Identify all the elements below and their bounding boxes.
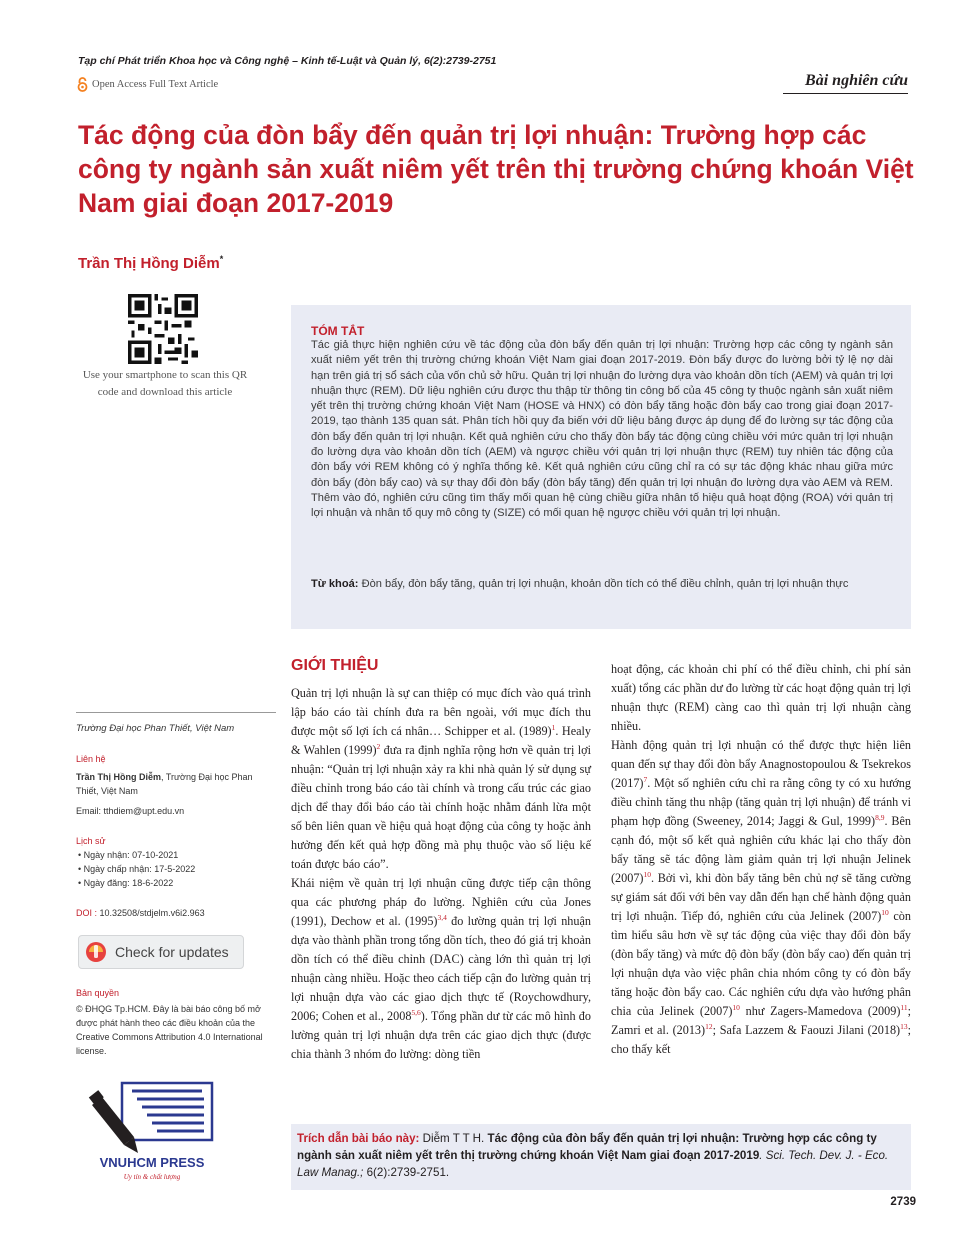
intro-paragraph-3: hoạt động, các khoản chi phí có thể điều chỉnh, chi phí sản xuất) tổng các phần dư đo lường từ các hoạt động quản trị lợi nhuận thực (REM) càng cao thì quản trị lợi nhuận càng nhiều. — [611, 662, 911, 733]
ref-2[interactable]: 2 — [376, 741, 381, 751]
sidebar-top-rule — [76, 712, 276, 713]
check-updates-icon — [85, 941, 107, 963]
author-mark: * — [219, 254, 224, 264]
qr-caption: Use your smartphone to scan this QR code and download this article — [82, 369, 248, 398]
citation-text — [297, 1130, 905, 1181]
contact-label: Liên hệ — [76, 754, 106, 764]
contact-section — [76, 752, 276, 818]
ref-10[interactable]: 10 — [732, 1002, 740, 1012]
author-name: Trần Thị Hồng Diễm — [78, 255, 220, 272]
open-access-label — [76, 77, 218, 92]
abstract-heading: TÓM TẮT — [311, 324, 365, 338]
ref-3-4[interactable]: 3,4 — [437, 912, 447, 922]
keywords-label: Từ khoá: — [311, 578, 359, 590]
page-number: 2739 — [890, 1196, 916, 1208]
doi-link[interactable]: 10.32508/stdjelm.v6i2.963 — [99, 908, 205, 918]
logo-tagline: Uy tín & chất lượng — [123, 1173, 181, 1181]
published-date: • Ngày đăng: 18-6-2022 — [78, 878, 174, 888]
ref-12[interactable]: 12 — [705, 1021, 713, 1031]
author-line — [78, 254, 223, 272]
check-for-updates-button[interactable] — [78, 935, 244, 969]
ref-13[interactable]: 13 — [900, 1021, 908, 1031]
received-date: • Ngày nhận: 07-10-2021 — [78, 850, 179, 860]
citation-volume: 6(2):2739-2751. — [363, 1166, 450, 1179]
article-type-rule — [783, 93, 908, 94]
open-access-icon — [76, 77, 89, 92]
ref-8-9[interactable]: 8,9 — [875, 812, 885, 822]
citation-title: Tác động của đòn bẩy đến quản trị lợi nhuận: Trường hợp các công ty ngành sản xuất niêm yết trên thị trường chứng khoán Việt Nam giai đoạn 2017-2019 — [297, 1132, 877, 1162]
section-heading: GIỚI THIỆU — [291, 657, 379, 674]
citation-label: Trích dẫn bài báo này: — [297, 1132, 420, 1145]
journal-header: Tạp chí Phát triển Khoa học và Công nghệ – Kinh tế-Luật và Quản lý, 6(2):2739-2751 — [78, 55, 497, 67]
abstract-text: Tác giả thực hiện nghiên cứu về tác động của đòn bẩy đến quản trị lợi nhuận: Trường hợp các công ty ngành sản xuất niêm yết trên thị trường chứng khoán Việt Nam giai đoạn 2017-2019. Đòn bẩy được đo lường bởi tỷ lệ nợ dài hạn trên giá trị sổ sách của vốn chủ sở hữu. Quản trị lợi nhuận đo lường dựa vào khoản dồn tích (AEM) và quản trị lợi nhuận thực (REM). Dữ liệu nghiên cứu được thu thập từ thông tin công bố của 45 công ty thuộc ngành sản xuất niêm yết trên thị trường chứng khoán Việt Nam (HOSE và HNX) có đòn bẩy tăng hoặc đòn bẩy cao trong giai đoạn 2017-2019, tạo thành 135 quan sát. Phân tích hồi quy đa biến với dữ liệu bảng được áp dụng để đo lường sự tác động của đòn bẩy đến quản trị lợi nhuận. Kết quả nghiên cứu cho thấy đòn bẩy tác động cùng chiều với mức quản trị lợi nhuận đo lường dựa vào khoản dồn tích (AEM) và ngược chiều với quản trị lợi nhuận thực (REM) tuy nhiên tác động của đòn bẩy với REM không có ý nghĩa thống kê. Kết quả nghiên cứu cũng chỉ ra có sự tác động khác nhau giữa mức đòn bẩy (đòn bẩy cao) và sự thay đổi đòn bẩy (đòn bẩy tăng) đến quản trị lợi nhuận đo lường dựa vào AEM và REM. Thêm vào đó, nghiên cứu cũng tìm thấy mối quan hệ cùng chiều giữa nhân tố hiệu quả hoạt động (ROA) với quản trị lợi nhuận và nhân tố quy mô công ty (SIZE) có mối quan hệ ngược chiều với quản trị lợi nhuận. — [311, 339, 893, 520]
intro-paragraph-1: Quản trị lợi nhuận là sự can thiệp có mục đích vào quá trình lập báo cáo tài chính đưa ra bên ngoài, với mục đích thu được một số lợi ích cá nhân… Schipper et al. $(1989)^1$. Healy & Wahlen $(1999)^2$ đưa ra định nghĩa rộng hơn về quản trị lợi nhuận: “Quản trị lợi nhuận xảy ra khi nhà quản lý sử dụng sự điều chỉnh trong báo cáo tài chính và trong cấu trúc các giao dịch để thay đổi báo cáo tài chính hoặc nhằm đánh lừa một số bên liên quan về hiệu quả hoạt động của công ty hoặc ảnh hưởng đến kết quả hợp đồng mà phụ thuộc vào số liệu kế toán được báo cáo”. — [291, 686, 591, 871]
copyright-section — [76, 986, 276, 1058]
ref-10[interactable]: 10 — [643, 869, 651, 879]
body-column-2 — [611, 660, 911, 1059]
logo-name: VNUHCM PRESS — [99, 1155, 205, 1170]
affiliation: Trường Đại học Phan Thiết, Việt Nam — [76, 723, 235, 734]
qr-code-icon[interactable] — [128, 294, 198, 364]
check-updates-label: Check for updates — [115, 944, 229, 960]
history-section — [76, 834, 276, 890]
contact-affiliation: , Trường Đại học Phan Thiết, Việt Nam — [76, 772, 253, 796]
doi-label: DOI : — [76, 908, 98, 918]
ref-1[interactable]: 1 — [551, 722, 556, 732]
intro-paragraph-2: Khái niệm về quản trị lợi nhuận cũng được tiếp cận thông qua các phương pháp đo lường. Nghiên cứu của Jones (1991), Dechow et al. $(1995)^{3,4}$ đo lường quản trị lợi nhuận dựa vào thành phần trong tổng dồn tích, theo đó giá trị khoản dồn tích có thể điều chỉnh (DAC) càng lớn thì quản trị lợi nhuận càng nhiều. Hoặc theo cách tiếp cận đo lường quản trị lợi nhuận dựa vào các giao dịch thực tế (Roychowdhury, 2006; Cohen et al., 2008$^{5,6}$). Tổng phần dư từ các mô hình đo lường quản trị lợi nhuận dựa trên các giao dịch thực (được chia thành 3 nhóm đo lường: dòng tiền — [291, 876, 591, 1061]
accepted-date: • Ngày chấp nhận: 17-5-2022 — [78, 864, 196, 874]
contact-name: Trần Thị Hồng Diễm — [76, 772, 162, 782]
ref-11[interactable]: 11 — [900, 1002, 908, 1012]
keywords — [311, 577, 893, 592]
contact-email[interactable]: Email: tthdiem@upt.edu.vn — [76, 806, 185, 816]
copyright-label: Bản quyền — [76, 988, 120, 998]
vnuhcm-press-logo — [82, 1075, 222, 1185]
article-type: Bài nghiên cứu — [805, 72, 908, 89]
doi-line — [76, 906, 276, 920]
article-title: Tác động của đòn bẩy đến quản trị lợi nhuận: Trường hợp các công ty ngành sản xuất niêm yết trên thị trường chứng khoán Việt Nam giai đoạn 2017-2019 — [78, 120, 914, 218]
history-label: Lịch sử — [76, 836, 106, 846]
citation-authors: Diễm T T H. — [419, 1132, 488, 1145]
ref-7[interactable]: 7 — [643, 774, 648, 784]
ref-10[interactable]: 10 — [881, 907, 889, 917]
ref-5-6[interactable]: 5,6 — [411, 1007, 421, 1017]
intro-paragraph-4: Hành động quản trị lợi nhuận có thể được thực hiện liên quan đến sự thay đổi đòn bẩy Anagnostopoulou & Tsekrekos $(2017)^7$. Một số nghiên cứu chỉ ra rằng công ty có xu hướng điều chỉnh tăng thu nhập (tăng quản trị lợi nhuận) để tránh vi phạm hợp đồng (Sweeney, 2014; Jaggi & Gul, 1999)$^{8,9}$. Bên cạnh đó, một số kết quả nghiên cứu khác lại cho thấy đòn bẩy tăng sẽ tác động làm giảm quản trị lợi nhuận Jelinek $(2007)^{10}$. Bởi vì, khi đòn bẩy tăng bên chủ nợ sẽ tăng cường sự giám sát đối với bên vay dẫn đến hạn chế hành động quản trị lợi nhuận. Tiếp đó, nghiên cứu của Jelinek $(2007)^{10}$ còn tìm hiểu sâu hơn về sự tác động của việc thay đổi đòn bẩy (đòn bẩy tăng) và mức độ đòn bẩy (đòn bẩy cao) đến quản trị lợi nhuận dựa vào việc phân chia nhóm công ty có đòn bẩy tăng hoặc đòn bẩy cao. Các nghiên cứu dựa vào hướng phân chia của Jelinek $(2007)^{10}$ như Zagers-Mamedova $(2009)^{11}$; Zamri et al. $(2013)^{12}$; Safa Lazzem & Faouzi Jilani $(2018)^{13}$; cho thấy kết — [611, 738, 912, 1056]
body-column-1 — [291, 684, 591, 1064]
keywords-text: Đòn bẩy, đòn bẩy tăng, quản trị lợi nhuận, khoản dồn tích có thể điều chỉnh, quản trị lợi nhuận thực — [361, 578, 849, 590]
citation-journal: . Sci. Tech. Dev. J. - Eco. Law Manag.; — [297, 1149, 889, 1179]
copyright-text: © ĐHQG Tp.HCM. Đây là bài báo công bố mở được phát hành theo các điều khoản của the Creative Commons Attribution 4.0 International license. — [76, 1004, 263, 1056]
contact-info — [76, 770, 276, 798]
open-access-text: Open Access Full Text Article — [92, 79, 219, 90]
